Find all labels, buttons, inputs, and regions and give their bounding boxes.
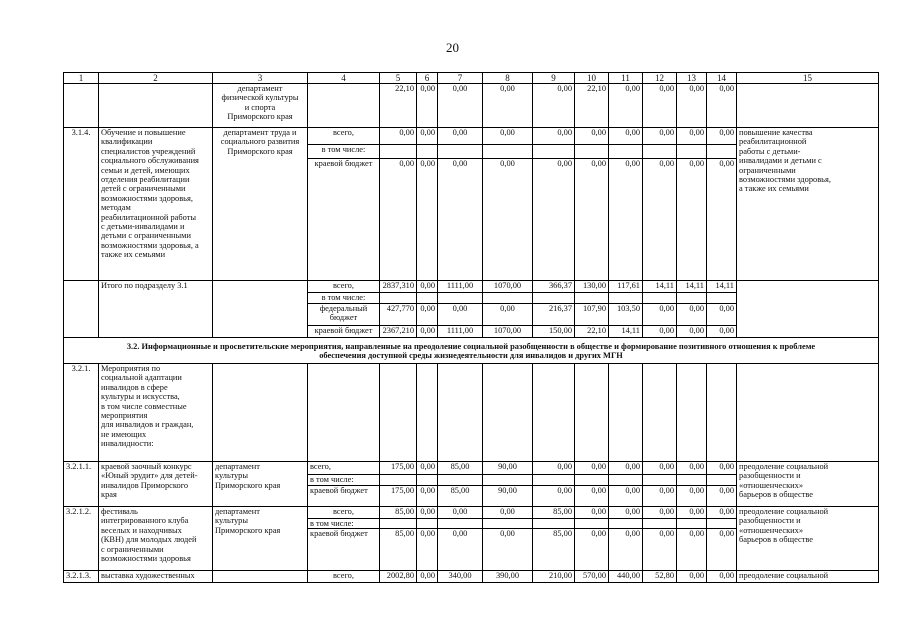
value-cell: 570,00 [575, 571, 609, 583]
row-code: 3.2.1. [64, 364, 99, 462]
value-cell: 0,00 [677, 326, 707, 338]
value-cell: 0,00 [533, 486, 575, 507]
value-cell: 340,00 [438, 571, 483, 583]
activity-name: Обучение и повышение квалификации специалистов учреждений социального обслуживания семьи и детей, имеющих отделения реабилитации детей с ограниченными возможностями здоровья, методам реабилитационной работы с детьми-инвалидами и детьми с ограниченными возможностями здоровья, а также их семьями [99, 128, 213, 281]
value-cell: 85,00 [438, 462, 483, 475]
activity-name: выставка художественных [99, 571, 213, 583]
value-cell: 0,00 [575, 128, 609, 145]
including-label: в том числе: [308, 293, 380, 304]
value-cell: 0,00 [533, 159, 575, 281]
value-cell: 85,00 [438, 486, 483, 507]
value-cell: 85,00 [380, 529, 417, 571]
value-cell: 0,00 [707, 486, 737, 507]
value-cell: 175,00 [380, 462, 417, 475]
value-cell: 0,00 [643, 304, 677, 326]
value-cell: 0,00 [483, 529, 533, 571]
value-cell: 0,00 [677, 128, 707, 145]
value-cell: 0,00 [677, 304, 707, 326]
value-cell: 90,00 [483, 462, 533, 475]
value-cell: 1111,00 [438, 281, 483, 293]
value-cell: 0,00 [643, 529, 677, 571]
value-cell: 2002,80 [380, 571, 417, 583]
column-header: 5 [380, 73, 417, 84]
value-cell: 0,00 [707, 304, 737, 326]
value-cell: 107,90 [575, 304, 609, 326]
table-row [64, 571, 879, 583]
value-cell: 0,00 [609, 507, 643, 519]
value-cell: 0,00 [643, 128, 677, 145]
column-header: 4 [308, 73, 380, 84]
table-row [64, 84, 879, 128]
regional-label: краевой бюджет [308, 326, 380, 338]
total-label: всего, [308, 507, 380, 519]
value-cell: 0,00 [707, 326, 737, 338]
total-label: всего, [308, 571, 380, 583]
value-cell: 0,00 [643, 159, 677, 281]
regional-label: краевой бюджет [308, 159, 380, 281]
value-cell: 0,00 [707, 84, 737, 128]
value-cell: 0,00 [707, 507, 737, 519]
value-cell: 0,00 [707, 159, 737, 281]
value-cell: 0,00 [643, 462, 677, 475]
value-cell: 0,00 [677, 462, 707, 475]
column-header: 7 [438, 73, 483, 84]
value-cell: 0,00 [438, 84, 483, 128]
value-cell: 0,00 [417, 326, 438, 338]
page-number: 20 [446, 40, 459, 55]
value-cell: 85,00 [380, 507, 417, 519]
executor-cell: департамент культуры Приморского края [213, 462, 308, 507]
column-header: 13 [677, 73, 707, 84]
value-cell: 85,00 [533, 529, 575, 571]
section-row [64, 338, 879, 364]
column-number-row [64, 73, 879, 84]
section-title: 3.2. Информационные и просветительские мероприятия, направленные на преодоление социальной разобщенности в обществе и формирование позитивного отношения к проблеме обеспечения доступной среды жизнедеятельности для инвалидов и других МГН [64, 338, 879, 364]
activity-name: Мероприятия по социальной адаптации инвалидов в сфере культуры и искусства, в том числе совместные мероприятия для инвалидов и граждан, не имеющих инвалидности: [99, 364, 213, 462]
value-cell: 0,00 [707, 571, 737, 583]
including-label: в том числе: [308, 475, 380, 486]
row-code: 3.1.4. [64, 128, 99, 281]
result-cell: преодоление социальной разобщенности и «отношенческих» барьеров в обществе [737, 462, 879, 507]
value-cell: 22,10 [575, 326, 609, 338]
value-cell: 0,00 [533, 84, 575, 128]
value-cell: 390,00 [483, 571, 533, 583]
value-cell: 440,00 [609, 571, 643, 583]
column-header: 10 [575, 73, 609, 84]
column-header: 6 [417, 73, 438, 84]
value-cell: 0,00 [707, 529, 737, 571]
value-cell: 0,00 [677, 486, 707, 507]
budget-table [63, 72, 879, 583]
value-cell: 0,00 [483, 304, 533, 326]
value-cell: 1070,00 [483, 281, 533, 293]
value-cell: 0,00 [380, 159, 417, 281]
row-code: 3.2.1.3. [64, 571, 99, 583]
value-cell: 0,00 [380, 128, 417, 145]
value-cell: 52,80 [643, 571, 677, 583]
table-row [64, 462, 879, 475]
result-cell: повышение качества реабилитационной работы с детьми- инвалидами и детьми с ограниченными возможностями здоровья, а также их семьями [737, 128, 879, 281]
value-cell: 1111,00 [438, 326, 483, 338]
value-cell: 0,00 [643, 84, 677, 128]
value-cell: 22,10 [575, 84, 609, 128]
table-row [64, 364, 879, 462]
value-cell: 0,00 [417, 84, 438, 128]
value-cell: 0,00 [417, 571, 438, 583]
value-cell: 175,00 [380, 486, 417, 507]
table-row [64, 128, 879, 145]
value-cell: 366,37 [533, 281, 575, 293]
value-cell: 0,00 [609, 486, 643, 507]
value-cell: 0,00 [533, 128, 575, 145]
value-cell: 85,00 [533, 507, 575, 519]
regional-label: краевой бюджет [308, 486, 380, 507]
value-cell: 0,00 [707, 462, 737, 475]
including-label: в том числе: [308, 519, 380, 529]
value-cell: 0,00 [533, 462, 575, 475]
regional-label: краевой бюджет [308, 529, 380, 571]
subtotal-name: Итого по подразделу 3.1 [99, 281, 213, 338]
value-cell: 216,37 [533, 304, 575, 326]
value-cell: 2367,210 [380, 326, 417, 338]
value-cell: 0,00 [575, 486, 609, 507]
value-cell: 0,00 [438, 507, 483, 519]
value-cell: 0,00 [438, 159, 483, 281]
value-cell: 0,00 [575, 462, 609, 475]
value-cell: 427,770 [380, 304, 417, 326]
total-label: всего, [308, 462, 380, 475]
table-row [64, 507, 879, 519]
column-header: 2 [99, 73, 213, 84]
value-cell: 0,00 [677, 84, 707, 128]
column-header: 1 [64, 73, 99, 84]
column-header: 9 [533, 73, 575, 84]
value-cell: 103,50 [609, 304, 643, 326]
value-cell: 1070,00 [483, 326, 533, 338]
federal-label: федеральный бюджет [308, 304, 380, 326]
value-cell: 0,00 [575, 507, 609, 519]
value-cell: 90,00 [483, 486, 533, 507]
result-cell: преодоление социальной разобщенности и «отношенческих» барьеров в обществе [737, 507, 879, 571]
value-cell: 0,00 [707, 128, 737, 145]
value-cell: 0,00 [438, 128, 483, 145]
value-cell: 0,00 [417, 159, 438, 281]
value-cell: 0,00 [643, 507, 677, 519]
value-cell: 0,00 [677, 529, 707, 571]
value-cell: 0,00 [417, 486, 438, 507]
value-cell: 117,61 [609, 281, 643, 293]
value-cell: 0,00 [417, 507, 438, 519]
value-cell: 22,10 [380, 84, 417, 128]
row-code: 3.2.1.1. [64, 462, 99, 507]
value-cell: 0,00 [575, 159, 609, 281]
row-code: 3.2.1.2. [64, 507, 99, 571]
value-cell: 0,00 [609, 128, 643, 145]
executor-cell: департамент труда и социального развития Приморского края [213, 128, 308, 281]
executor-cell: департамент культуры Приморского края [213, 507, 308, 571]
value-cell: 0,00 [609, 529, 643, 571]
value-cell: 0,00 [417, 529, 438, 571]
value-cell: 14,11 [707, 281, 737, 293]
value-cell: 0,00 [677, 507, 707, 519]
value-cell: 2837,310 [380, 281, 417, 293]
table-row [64, 281, 879, 293]
total-label: всего, [308, 128, 380, 145]
column-header: 3 [213, 73, 308, 84]
value-cell: 0,00 [609, 462, 643, 475]
value-cell: 14,11 [677, 281, 707, 293]
value-cell: 210,00 [533, 571, 575, 583]
total-label: всего, [308, 281, 380, 293]
result-cell: преодоление социальной [737, 571, 879, 583]
value-cell: 14,11 [643, 281, 677, 293]
value-cell: 0,00 [417, 128, 438, 145]
column-header: 15 [737, 73, 879, 84]
value-cell: 0,00 [483, 128, 533, 145]
activity-name: краевой заочный конкурс «Юный эрудит» для детей- инвалидов Приморского края [99, 462, 213, 507]
value-cell: 0,00 [677, 571, 707, 583]
value-cell: 0,00 [575, 529, 609, 571]
value-cell: 130,00 [575, 281, 609, 293]
value-cell: 0,00 [417, 462, 438, 475]
value-cell: 150,00 [533, 326, 575, 338]
value-cell: 0,00 [609, 159, 643, 281]
value-cell: 0,00 [483, 84, 533, 128]
value-cell: 0,00 [417, 304, 438, 326]
executor-cell: департамент физической культуры и спорта Приморского края [213, 84, 308, 128]
value-cell: 0,00 [609, 84, 643, 128]
column-header: 11 [609, 73, 643, 84]
value-cell: 0,00 [417, 281, 438, 293]
value-cell: 14,11 [609, 326, 643, 338]
value-cell: 0,00 [483, 507, 533, 519]
column-header: 8 [483, 73, 533, 84]
value-cell: 0,00 [643, 486, 677, 507]
table-body [64, 73, 879, 583]
column-header: 12 [643, 73, 677, 84]
value-cell: 0,00 [438, 304, 483, 326]
value-cell: 0,00 [677, 159, 707, 281]
column-header: 14 [707, 73, 737, 84]
activity-name: фестиваль интегрированного клуба веселых и находчивых (КВН) для молодых людей с ограниченными возможностями здоровья [99, 507, 213, 571]
value-cell: 0,00 [643, 326, 677, 338]
including-label: в том числе: [308, 145, 380, 159]
value-cell: 0,00 [438, 529, 483, 571]
value-cell: 0,00 [483, 159, 533, 281]
